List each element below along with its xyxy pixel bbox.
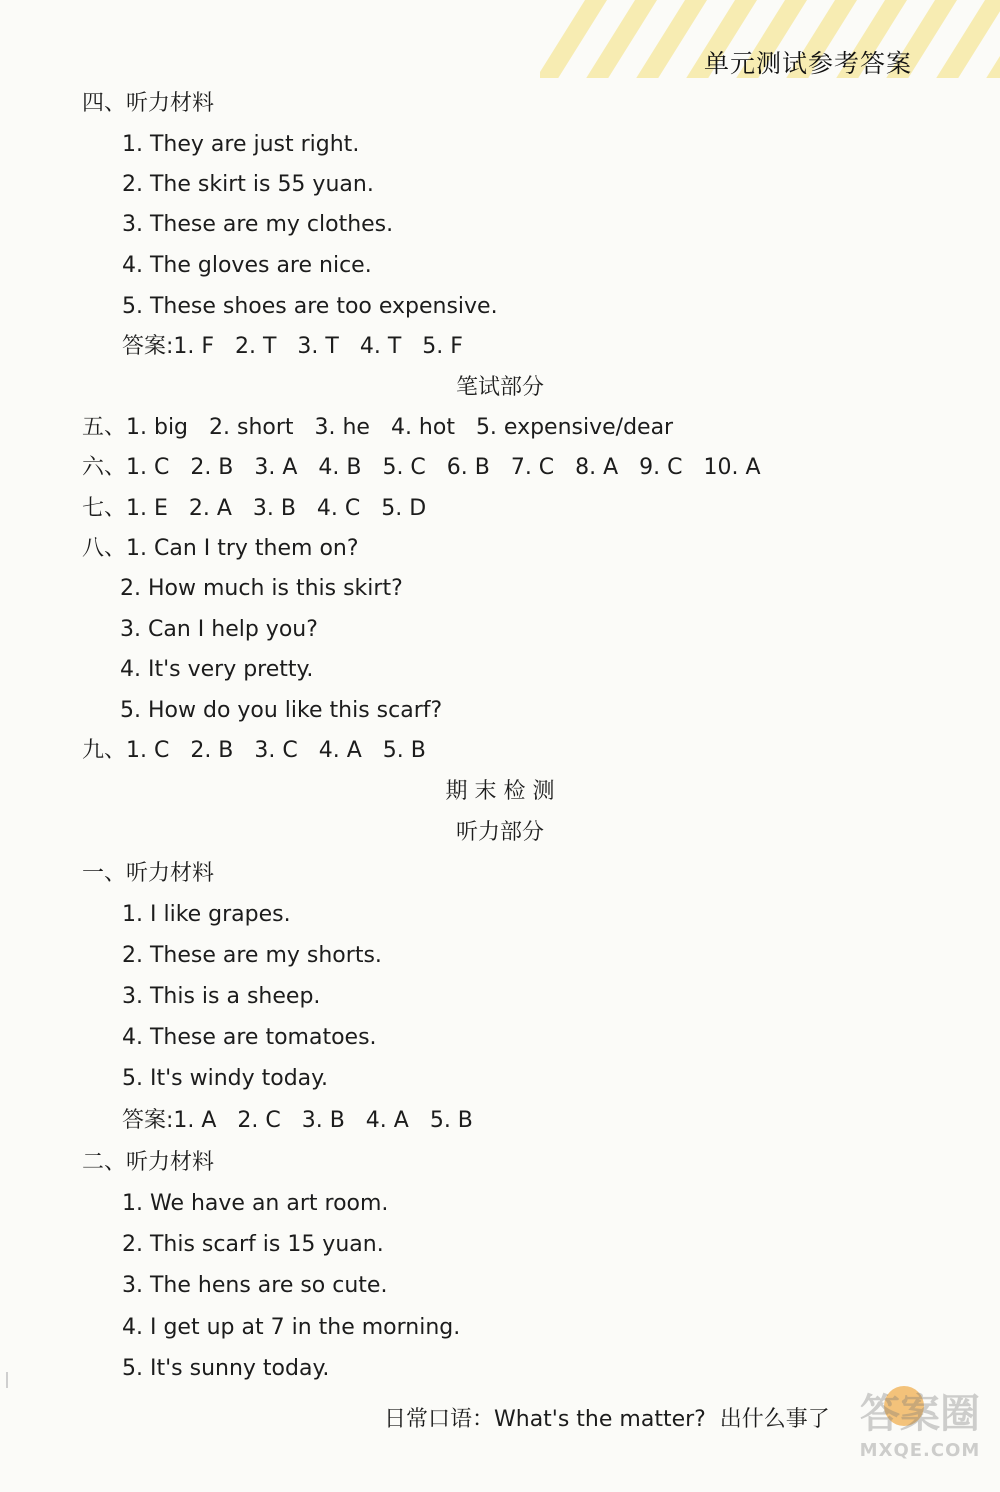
watermark-logo: 答案圈 MXQE.COM (859, 1391, 981, 1461)
section-heading: 笔试部分 (455, 375, 544, 400)
answer-line: 3. These are my clothes. (122, 212, 394, 237)
answer-line: 2. How much is this skirt? (120, 576, 403, 601)
answer-line: 五、1. big 2. short 3. he 4. hot 5. expensive/dear (82, 415, 674, 440)
answer-line: 二、听力材料 (82, 1150, 215, 1175)
section-heading: 听力部分 (455, 820, 544, 845)
answer-line: 5. It's sunny today. (122, 1356, 330, 1381)
answer-line: 答案:1. F 2. T 3. T 4. T 5. F (122, 334, 463, 359)
answer-line: 3. The hens are so cute. (122, 1273, 388, 1298)
answer-line: 2. This scarf is 15 yuan. (122, 1232, 384, 1257)
answer-line: 4. These are tomatoes. (122, 1025, 377, 1050)
answer-line: 5. These shoes are too expensive. (122, 294, 498, 319)
answer-line: 2. The skirt is 55 yuan. (122, 172, 374, 197)
answer-line: 七、1. E 2. A 3. B 4. C 5. D (82, 496, 427, 521)
answer-line: 答案:1. A 2. C 3. B 4. A 5. B (122, 1108, 473, 1133)
answer-line: 4. The gloves are nice. (122, 253, 372, 278)
answer-line: 1. I like grapes. (122, 902, 291, 927)
answer-line: 5. How do you like this scarf? (120, 698, 443, 723)
answer-line: 八、1. Can I try them on? (82, 536, 359, 561)
page-header-title: 单元测试参考答案 (703, 49, 912, 78)
answer-line: 1. We have an art room. (122, 1191, 389, 1216)
answer-line: 四、听力材料 (82, 91, 215, 116)
answer-line: 九、1. C 2. B 3. C 4. A 5. B (82, 738, 426, 763)
answer-line: 4. It's very pretty. (120, 657, 314, 682)
footer-daily-phrase: 日常口语：What's the matter? 出什么事了 (384, 1407, 830, 1432)
answer-line: 六、1. C 2. B 3. A 4. B 5. C 6. B 7. C 8. A 9. C 10. A (82, 455, 761, 480)
answer-line: 4. I get up at 7 in the morning. (122, 1315, 461, 1340)
answer-line: 2. These are my shorts. (122, 943, 382, 968)
section-heading: 期 末 检 测 (445, 779, 555, 804)
answer-line: 3. This is a sheep. (122, 984, 321, 1009)
answer-line: 1. They are just right. (122, 132, 360, 157)
margin-mark (6, 1372, 8, 1388)
answer-line: 一、听力材料 (82, 861, 215, 886)
answer-line: 3. Can I help you? (120, 617, 318, 642)
answer-line: 5. It's windy today. (122, 1066, 329, 1091)
